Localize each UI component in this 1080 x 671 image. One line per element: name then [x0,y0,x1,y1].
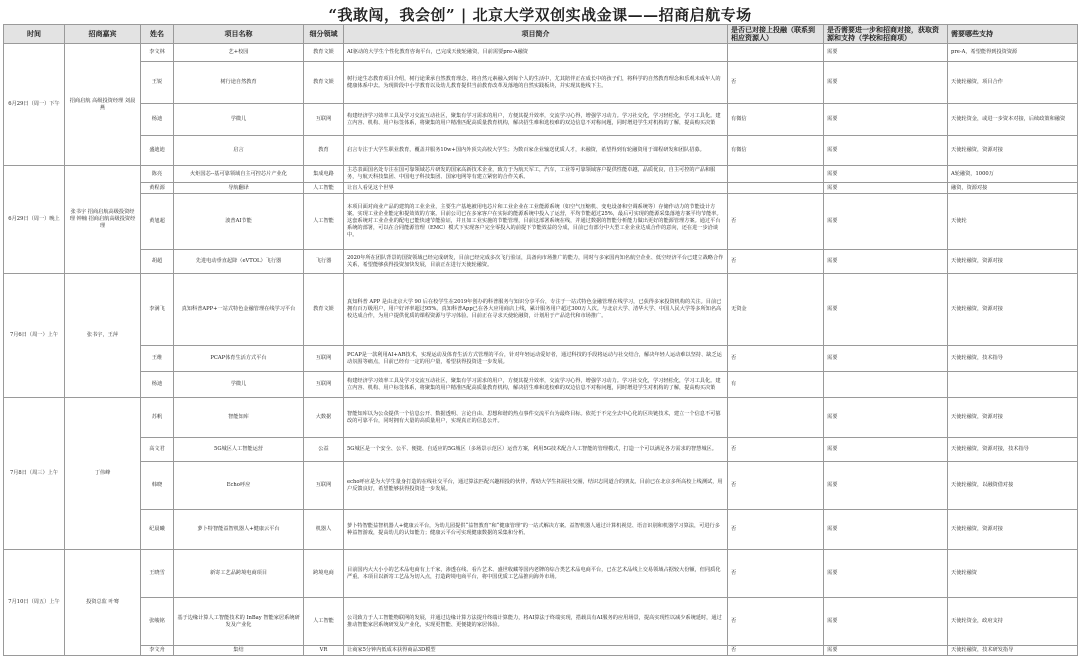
cell-intro: 5G城区是一个安全、公平、便捷、自适应的5G城区（多场景示范区）运营方案，利用5G技术配合人工智能的管理模式，打造一个可以满足各方需求的智慧城区。 [344,438,728,462]
cell-q2: 需要 [824,62,948,104]
cell-q1: 有微信 [728,104,824,136]
cell-q1: 有微信 [728,136,824,166]
cell-project: 先进电动垂直起降（eVTOL）飞行器 [174,250,304,274]
cell-intro: 树行途生态教育项目介绍，树行途秉承自然教育理念，将自然元素融入到每个人的生活中，尤其陪伴正在成长中的孩子们，将科学的自然教育理念和乐观未成年人的健康体系中去。为现阶段中小学教育以及幼儿教育提供当前教育改革及落地的自然实践板块，并实现其他线下主。 [344,62,728,104]
cell-q2: 需要 [824,136,948,166]
cell-intro: 启言专注于大学生职业教育，覆盖并服务10w+国内外顶尖高校大学生；为数百家企业输送优质人才，未融资，希望得到有轮融资用于课程研发和团队招募。 [344,136,728,166]
cell-name: 盛迪迪 [141,136,174,166]
cell-field: 飞行器 [304,250,344,274]
cell-field: 教育文娱 [304,62,344,104]
cell-field: VR [304,646,344,656]
cell-field: 机器人 [304,510,344,550]
cell-q3: 天使轮融资，技术研发指导 [948,646,1078,656]
cell-q3: 天使轮融资，项目合作 [948,62,1078,104]
cell-q3: 天使轮资金，或进一步资本对接，后续政策和融资 [948,104,1078,136]
cell-q2: 需要 [824,438,948,462]
cell-q3: 天使轮融资，资源对接 [948,250,1078,274]
table-row [4,104,1078,136]
cell-field: 人工智能 [304,598,344,646]
cell-q3: 天使轮资金，政府支持 [948,598,1078,646]
cell-q2: 需要 [824,398,948,438]
header-row [4,25,1078,44]
cell-name: 张峻铭 [141,598,174,646]
cell-project: 波普AI节能 [174,194,304,250]
cell-name: 李文林 [141,44,174,62]
cell-project: 真知科普APP+一站式特色金融管理在线学习平台 [174,274,304,346]
cell-project: 基于边缘计算人工智能技术的 InBay 智能家居系统研发及产业化 [174,598,304,646]
cell-q1: 有 [728,372,824,398]
cell-q3: 天使轮 [948,194,1078,250]
project-table [3,24,1078,656]
cell-field: 跨境电商 [304,550,344,598]
cell-q2: 需要 [824,166,948,183]
cell-q3: 天使轮融资，资源对接，技术指导 [948,438,1078,462]
cell-q1: 否 [728,194,824,250]
cell-intro: 萝卜特智能益智机器人+健康云平台，为幼儿园提供“益智教育”和“健康管理”的一站式解决方案。益智机器人通过计算机视觉、语音识别和机器学习算法，可进行多种益智游戏，提高幼儿的认知能力；健康云平台可实现健康数据的采集和分析。 [344,510,728,550]
cell-q3 [948,372,1078,398]
cell-q2: 需要 [824,104,948,136]
cell-q3: 天使轮融资，资源对接 [948,510,1078,550]
cell-q3: 天使轮融资，资源对接 [948,398,1078,438]
cell-name: 杨迪 [141,104,174,136]
cell-field: 人工智能 [304,183,344,194]
cell-q1: 否 [728,62,824,104]
session-guest: 投资总监 叶骞 [65,550,141,656]
header-project: 项目名称 [174,25,304,44]
cell-q2: 需要 [824,250,948,274]
cell-q2: 需要 [824,44,948,62]
cell-project: 学微儿 [174,372,304,398]
cell-q1: 否 [728,598,824,646]
cell-name: 高文君 [141,438,174,462]
cell-field: 教育文娱 [304,274,344,346]
cell-name: 黄旭超 [141,194,174,250]
cell-intro: 本项目面对商业产品的建筑的工业企业，主要生产基地被用电芯片和工业企业在工业能源系统（如空气压缩机、变电设备和空调系统等）存储作动力的节能设计方案。实现工业企业能定和提效效的方案。目前公司已在多家客户在实际的能源系统中投入了运营，平均节能超过25%，最后可实现的能源采集落地方案平均节能率。这套系统对工业企业的配电已能快速节能验证，并且如工业实施的节能管理，目前这部署系统在线，并通过数据的智能分析能力做出更好的能源管理方案。通过平台系统的部署，可以在合同能源管理（EMC）模式下实现客户完全零投入的前提下节能效益的分成，目前已有部分中大型工业企业达成合作的意向，还在进一步洽谈中。 [344,194,728,250]
table-row [4,550,1078,598]
cell-q2: 需要 [824,346,948,372]
header-intro: 项目简介 [344,25,728,44]
cell-q1: 否 [728,250,824,274]
table-row [4,598,1078,646]
cell-name: 李文舟 [141,646,174,656]
header-q3: 需要哪些支持 [948,25,1078,44]
cell-q3: 天使轮融资，资源对接 [948,274,1078,346]
cell-q3: 天使轮融资，技术指导 [948,346,1078,372]
cell-q3: 融资，资源对接 [948,183,1078,194]
table-row [4,183,1078,194]
cell-intro: echo呼应是为大学生量身打造的在线社交平台，通过算法匹配兴趣相投的伙伴，帮助大学生拓展社交圈，结识志同道合的朋友。目前已在北京多所高校上线测试，用户反馈良好，希望能够获得投资进一步发展。 [344,462,728,510]
cell-field: 教育 [304,136,344,166]
table-row [4,136,1078,166]
session-guest: 招商启航 高级投资经理 刘晨燕 [65,44,141,166]
page-title: “我敢闯，我会创” | 北京大学双创实战金课——招商启航专场 [328,6,752,24]
cell-field: 互联网 [304,372,344,398]
cell-intro: PCAP是一款利用AI+AR技术，实现运动及体育生活方式管理的平台，针对年轻运动爱好者，通过科技的手段将运动与社交结合，解决年轻人运动难以坚持、缺乏运动氛围等痛点，目前已经有一定的用户量，希望获得投资进一步发展。 [344,346,728,372]
cell-q1: 否 [728,462,824,510]
cell-field: 人工智能 [304,194,344,250]
table-row [4,44,1078,62]
cell-name: 黄程源 [141,183,174,194]
cell-q1 [728,398,824,438]
cell-project: 学微儿 [174,104,304,136]
session-time: 7月10日（周五）上午 [4,550,65,656]
cell-project: PCAP体育生活方式平台 [174,346,304,372]
cell-project: 智能知库 [174,398,304,438]
table-row [4,372,1078,398]
cell-q2: 需要 [824,646,948,656]
session-time: 6月29日（周一）下午 [4,44,65,166]
session-time: 7月6日（周一）上午 [4,274,65,398]
table-row [4,646,1078,656]
cell-q1: 无资金 [728,274,824,346]
cell-name: 纪晨曦 [141,510,174,550]
cell-intro: AI驱动的大学生个性化教育咨询平台，已完成天使轮融资，目前需要pre-A融资 [344,44,728,62]
table-row [4,510,1078,550]
cell-project: 树行途自然教育 [174,62,304,104]
cell-intro: 让商家5分钟内低成本获得商品3D模型 [344,646,728,656]
table-row [4,62,1078,104]
header-q2: 是否需要进一步和招商对接，获取资源和支持（学校和招商项） [824,25,948,44]
session-guest: 张书宇，王萍 [65,274,141,398]
cell-field: 教育文娱 [304,44,344,62]
cell-field: 互联网 [304,462,344,510]
cell-q1: 否 [728,510,824,550]
table-row [4,462,1078,510]
cell-project: 集结 [174,646,304,656]
table-row [4,194,1078,250]
cell-q1: 否 [728,438,824,462]
session-guest: 丁伟峰 [65,398,141,550]
cell-name: 杨迪 [141,372,174,398]
table-row [4,166,1078,183]
cell-name: 王维 [141,346,174,372]
session-guest: 张书宇 招商启航高级投资经理 钟楠 招商启航高级投资经理 [65,166,141,274]
cell-name: 陈亮 [141,166,174,183]
cell-q1 [728,44,824,62]
header-guest: 招商嘉宾 [65,25,141,44]
cell-name: 苏帆 [141,398,174,438]
table-row [4,346,1078,372]
cell-q2: 需要 [824,194,948,250]
cell-field: 集成电路 [304,166,344,183]
cell-q2: 需要 [824,462,948,510]
cell-q1: 否 [728,646,824,656]
cell-project: 艺+校园 [174,44,304,62]
header-name: 姓名 [141,25,174,44]
cell-intro: 智能知库以为公众提供一个信息公开、数据透明、言论自由、思想和谐的热点事件交流平台为最终目标。依托于不完全去中心化的区块链技术，建立一个信息不可篡改的可靠平台，同时拥有大量的高质量用户，实现真正的信息公开。 [344,398,728,438]
table-body [4,44,1078,656]
header-time: 时间 [4,25,65,44]
cell-q1: 否 [728,550,824,598]
cell-intro: 主芯表面国名处专注在国可靠领域芯片研发的国家高新技术企业，致力于为航天军工，汽车，工业等可靠领域客户提供性能卓越，品质优良，自主可控的产品和服务，与航天科技集团、中国电子科技集团、国家电网等有建立紧密的合作关系。 [344,166,728,183]
cell-intro: 让盲人看见这个世界 [344,183,728,194]
cell-project: 导航翻译 [174,183,304,194]
cell-q3: pre-A，希望能得到投资资源 [948,44,1078,62]
header-q1: 是否已对接上投融（联系到相应资源人） [728,25,824,44]
cell-project: Echo呼应 [174,462,304,510]
cell-q1 [728,183,824,194]
table-row [4,274,1078,346]
cell-project: 萝卜特智能益智机器人+健康云平台 [174,510,304,550]
cell-intro: 2020年所在团队背景的国资领域已经完成研发，目前已经完成多次飞行验证，具备向市场推广的能力，同时与多家国内知名航空企业、低空经济平台已建立战略合作关系，希望能够获得投资加快发展，目前正在进行天使轮融资。 [344,250,728,274]
session-time: 6月29日（周一）晚上 [4,166,65,274]
table-row [4,398,1078,438]
cell-q3: 天使轮融资 [948,550,1078,598]
table-row [4,438,1078,462]
cell-q3: 天使轮融资，以融资借对接 [948,462,1078,510]
cell-field: 互联网 [304,104,344,136]
cell-project: 新寄工艺品跨境电商项目 [174,550,304,598]
cell-intro: 构建经济学习效率工具及学习交流互动社区，聚集有学习需求的用户，方便其提升效率，交流学习心得，增强学习动力。学习社交化，学习轻松化，学习工具化。建立内容、机构、用户标签体系，将聚集的用户精准匹配高质量教育机构，解决招生难和选校难的双边信息不对称问题，同时增进学生对机构的了解，提高购买决策 [344,104,728,136]
cell-intro: 真知科普 APP 是由北京大学 90 后在校学生在2019年创办的科普服务与知识分享平台，专注于一站式特色金融管理在线学习，已获得多家投资机构的关注。目前已拥有百万级用户，用户好评率超过95%。真知科普App已在各大应用商店上线，累计服务用户超过300万人次。与北京大学、清华大学、中国人民大学等多所知名高校达成合作，为用户提供优质的课程资源与学习体验。目前正在寻求天使轮融资，计划用于产品迭代和市场推广。 [344,274,728,346]
cell-field: 大数据 [304,398,344,438]
cell-q3: 天使轮融资，资源对接 [948,136,1078,166]
cell-q1 [728,166,824,183]
cell-q2: 需要 [824,183,948,194]
cell-q1: 否 [728,346,824,372]
cell-name: 韩晓 [141,462,174,510]
cell-name: 李满飞 [141,274,174,346]
cell-q2: 需要 [824,274,948,346]
cell-q3: A轮融资，1000万 [948,166,1078,183]
cell-field: 公益 [304,438,344,462]
table-row [4,250,1078,274]
header-field: 细分领域 [304,25,344,44]
cell-field: 互联网 [304,346,344,372]
session-time: 7月8日（周三）上午 [4,398,65,550]
cell-project: 5G城区人工智能运营 [174,438,304,462]
cell-project: 启言 [174,136,304,166]
cell-name: 胡超 [141,250,174,274]
cell-q2 [824,372,948,398]
cell-q2: 需要 [824,550,948,598]
cell-intro: 公司致力于人工智能物联网的发展，并通过边缘计算方法提升终端计算能力，将AI算法于终端实现，搭载具有AI服务的应用场景，提高实现性以减少系统延时，通过推动智能家居系统研发及产业化，实现更智能、更便捷的家居体验。 [344,598,728,646]
cell-intro: 目前国内大大小小的艺术品电商有上千家，渗透在线、看片艺术、盛世收藏等国内老牌的综合类艺术品电商平台，已在艺术品线上交易领域占据较大份额，但同质化严重。本项目以新寄工艺品为切入点，打造跨境电商平台，将中国优质工艺品推向海外市场。 [344,550,728,598]
cell-q2: 需要 [824,510,948,550]
cell-q2: 需要 [824,598,948,646]
cell-name: 王晓雪 [141,550,174,598]
cell-intro: 构建经济学习效率工具及学习交流互动社区，聚集有学习需求的用户，方便其提升效率，交流学习心得，增强学习动力。学习社交化，学习轻松化，学习工具化。建立内容、机构、用户标签体系，将聚集的用户精准匹配高质量教育机构，解决招生难和选校难的双边信息不对称问题，同时增进学生对机构的了解，提高购买决策 [344,372,728,398]
cell-project: 火炬国芯--基可靠领域自主可控芯片产业化 [174,166,304,183]
cell-name: 王锐 [141,62,174,104]
